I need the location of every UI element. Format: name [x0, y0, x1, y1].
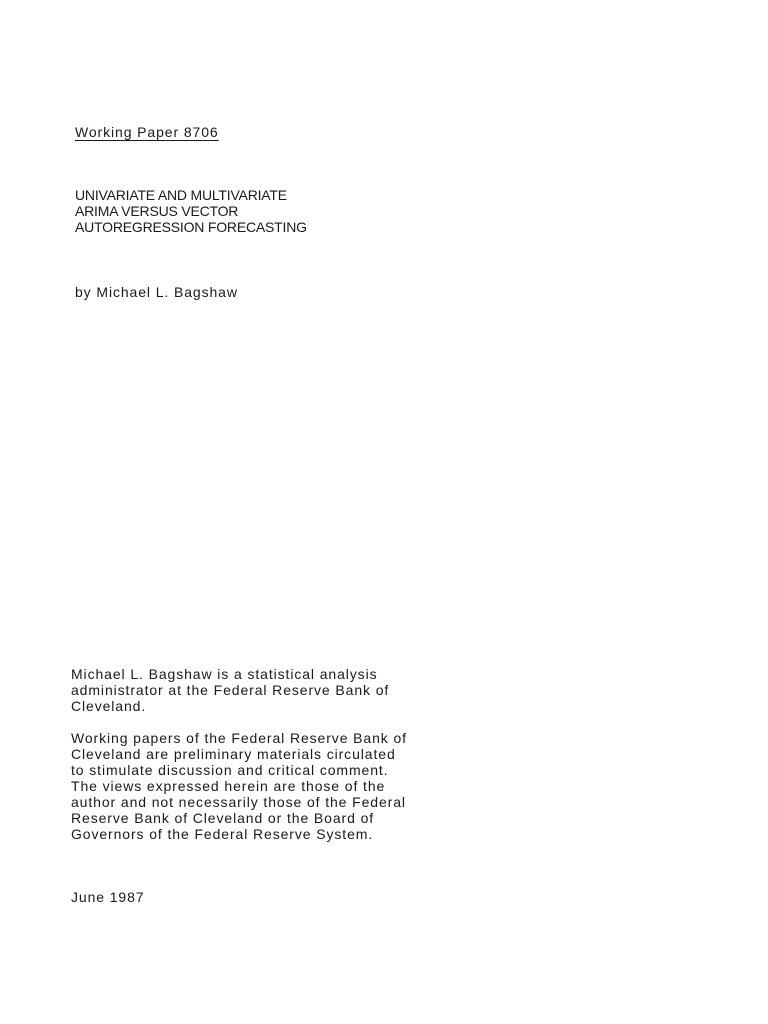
author-note	[71, 666, 407, 714]
disclaimer-line: to stimulate discussion and critical comment.	[71, 762, 389, 778]
author-note-line: Michael L. Bagshaw is a statistical analysis	[71, 666, 378, 682]
disclaimer-line: Governors of the Federal Reserve System.	[71, 826, 374, 842]
publication-date: June 1987	[71, 889, 145, 905]
disclaimer-line: author and not necessarily those of the Federal	[71, 794, 406, 810]
author-note-line: Cleveland.	[71, 698, 147, 714]
title-line: ARIMA VERSUS VECTOR	[75, 203, 239, 219]
paper-title	[75, 187, 307, 235]
author-note-line: administrator at the Federal Reserve Bank of	[71, 682, 390, 698]
author-byline: by Michael L. Bagshaw	[75, 284, 238, 300]
working-paper-number: Working Paper 8706	[75, 124, 219, 140]
disclaimer-line: Cleveland are preliminary materials circulated	[71, 746, 396, 762]
disclaimer-line: Reserve Bank of Cleveland or the Board of	[71, 810, 375, 826]
title-line: AUTOREGRESSION FORECASTING	[75, 219, 307, 235]
notes-block	[71, 666, 407, 858]
title-line: UNIVARIATE AND MULTIVARIATE	[75, 187, 287, 203]
disclaimer-line: The views expressed herein are those of the	[71, 778, 386, 794]
disclaimer	[71, 730, 407, 842]
disclaimer-line: Working papers of the Federal Reserve Bank of	[71, 730, 407, 746]
